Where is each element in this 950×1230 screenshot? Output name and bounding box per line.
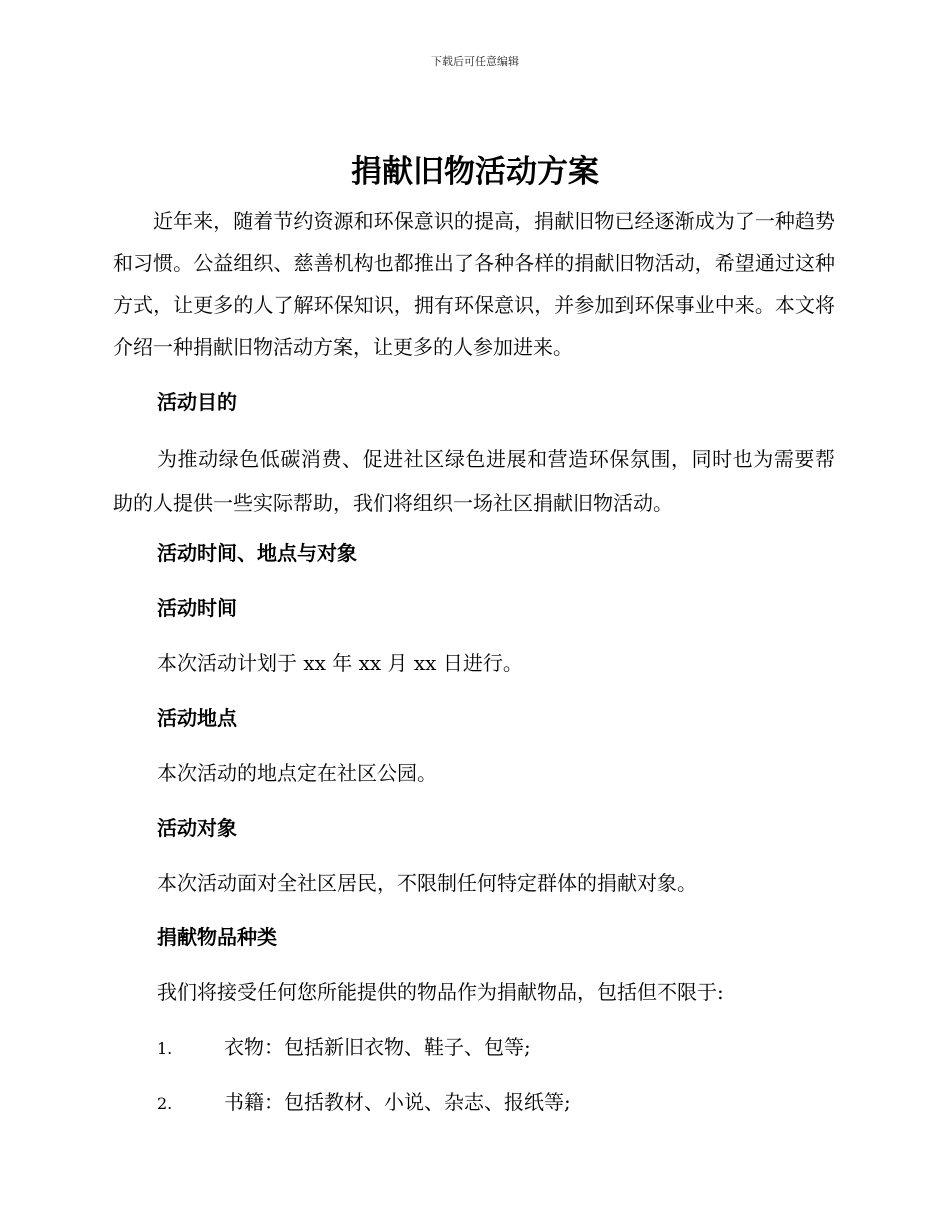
list-item	[157, 1087, 571, 1119]
items-intro-text: 我们将接受任何您所能提供的物品作为捐献物品，包括但不限于:	[157, 980, 724, 1004]
document-title: 捐献旧物活动方案	[351, 154, 599, 190]
heading-target: 活动对象	[157, 816, 237, 840]
header-note: 下载后可任意编辑	[431, 55, 519, 68]
target-text: 本次活动面对全社区居民，不限制任何特定群体的捐献对象。	[157, 871, 697, 895]
list-item	[157, 1032, 531, 1064]
list-item-text: 书籍：包括教材、小说、杂志、报纸等;	[224, 1090, 571, 1114]
list-item-number: 1.	[157, 1039, 173, 1058]
heading-place: 活动地点	[157, 706, 237, 730]
place-text: 本次活动的地点定在社区公园。	[157, 761, 437, 785]
heading-purpose: 活动目的	[157, 390, 237, 414]
heading-time-place-target: 活动时间、地点与对象	[157, 541, 357, 565]
list-item-number: 2.	[157, 1094, 173, 1113]
heading-time: 活动时间	[157, 596, 237, 620]
intro-paragraph: 近年来，随着节约资源和环保意识的提高，捐献旧物已经逐渐成为了一种趋势和习惯。公益组织、慈善机构也都推出了各种各样的捐献旧物活动，希望通过这种方式，让更多的人了解环保知识，拥有环保意识，并参加到环保事业中来。本文将介绍一种捐献旧物活动方案，让更多的人参加进来。	[113, 209, 835, 359]
purpose-paragraph: 为推动绿色低碳消费、促进社区绿色进展和营造环保氛围，同时也为需要帮助的人提供一些实际帮助，我们将组织一场社区捐献旧物活动。	[113, 447, 835, 515]
time-text: 本次活动计划于 xx 年 xx 月 xx 日进行。	[157, 651, 523, 675]
heading-items: 捐献物品种类	[157, 925, 277, 949]
list-item-text: 衣物：包括新旧衣物、鞋子、包等;	[224, 1035, 531, 1059]
